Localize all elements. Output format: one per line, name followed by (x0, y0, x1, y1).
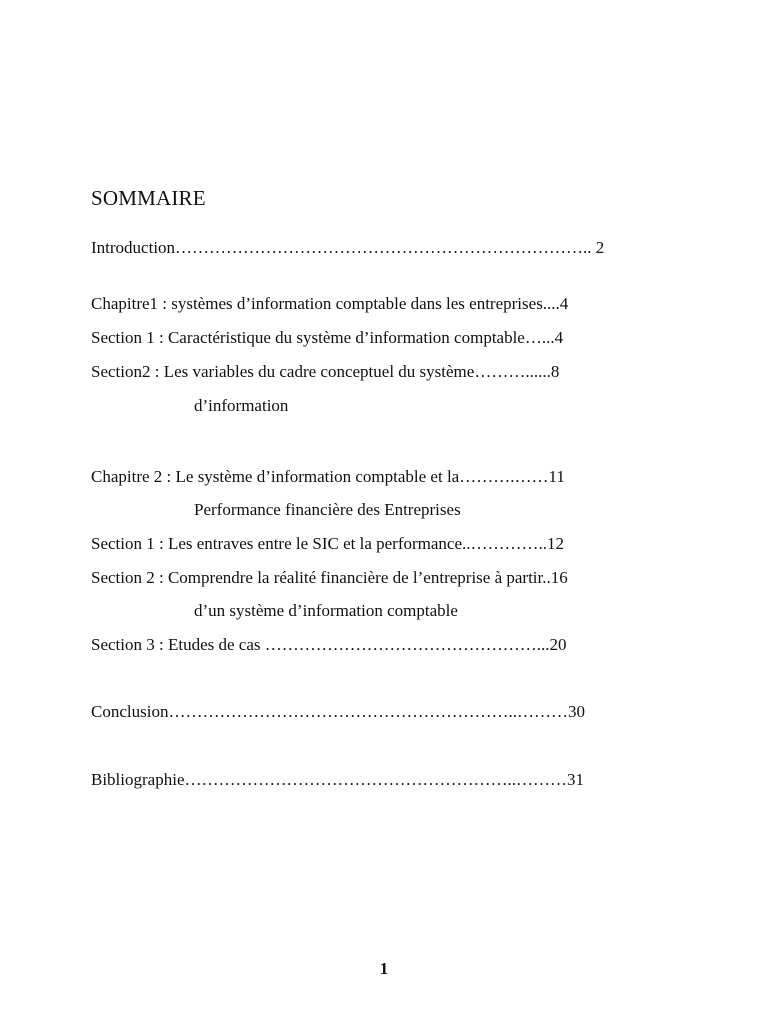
toc-entry-chapter-2-continuation: Performance financière des Entreprises (194, 500, 461, 519)
toc-entry-chapter-1-section-2-continuation: d’information (194, 396, 289, 415)
toc-entry-bibliography: Bibliographie…………………………………………………..………31 (91, 770, 584, 789)
toc-entry-introduction: Introduction……………………………………………………………….. 2 (91, 238, 605, 257)
toc-entry-chapter-2-section-2: Section 2 : Comprendre la réalité financière de l’entreprise à partir..16 (91, 568, 568, 587)
toc-entry-conclusion: Conclusion……………………………………………………..………30 (91, 702, 585, 721)
page-number: 1 (379, 959, 389, 978)
document-title: SOMMAIRE (91, 186, 206, 210)
toc-entry-chapter-2-section-2-continuation: d’un système d’information comptable (194, 601, 458, 620)
toc-entry-chapter-1-section-2: Section2 : Les variables du cadre conceptuel du système………......8 (91, 362, 560, 381)
toc-entry-chapter-2: Chapitre 2 : Le système d’information comptable et la……….……11 (91, 467, 565, 486)
toc-entry-chapter-2-section-3: Section 3 : Etudes de cas …………………………………………...20 (91, 635, 567, 654)
toc-entry-chapter-2-section-1: Section 1 : Les entraves entre le SIC et la performance..…………..12 (91, 534, 565, 553)
toc-entry-chapter-1-section-1: Section 1 : Caractéristique du système d’information comptable…...4 (91, 328, 564, 347)
toc-entry-chapter-1: Chapitre1 : systèmes d’information comptable dans les entreprises....4 (91, 294, 569, 313)
